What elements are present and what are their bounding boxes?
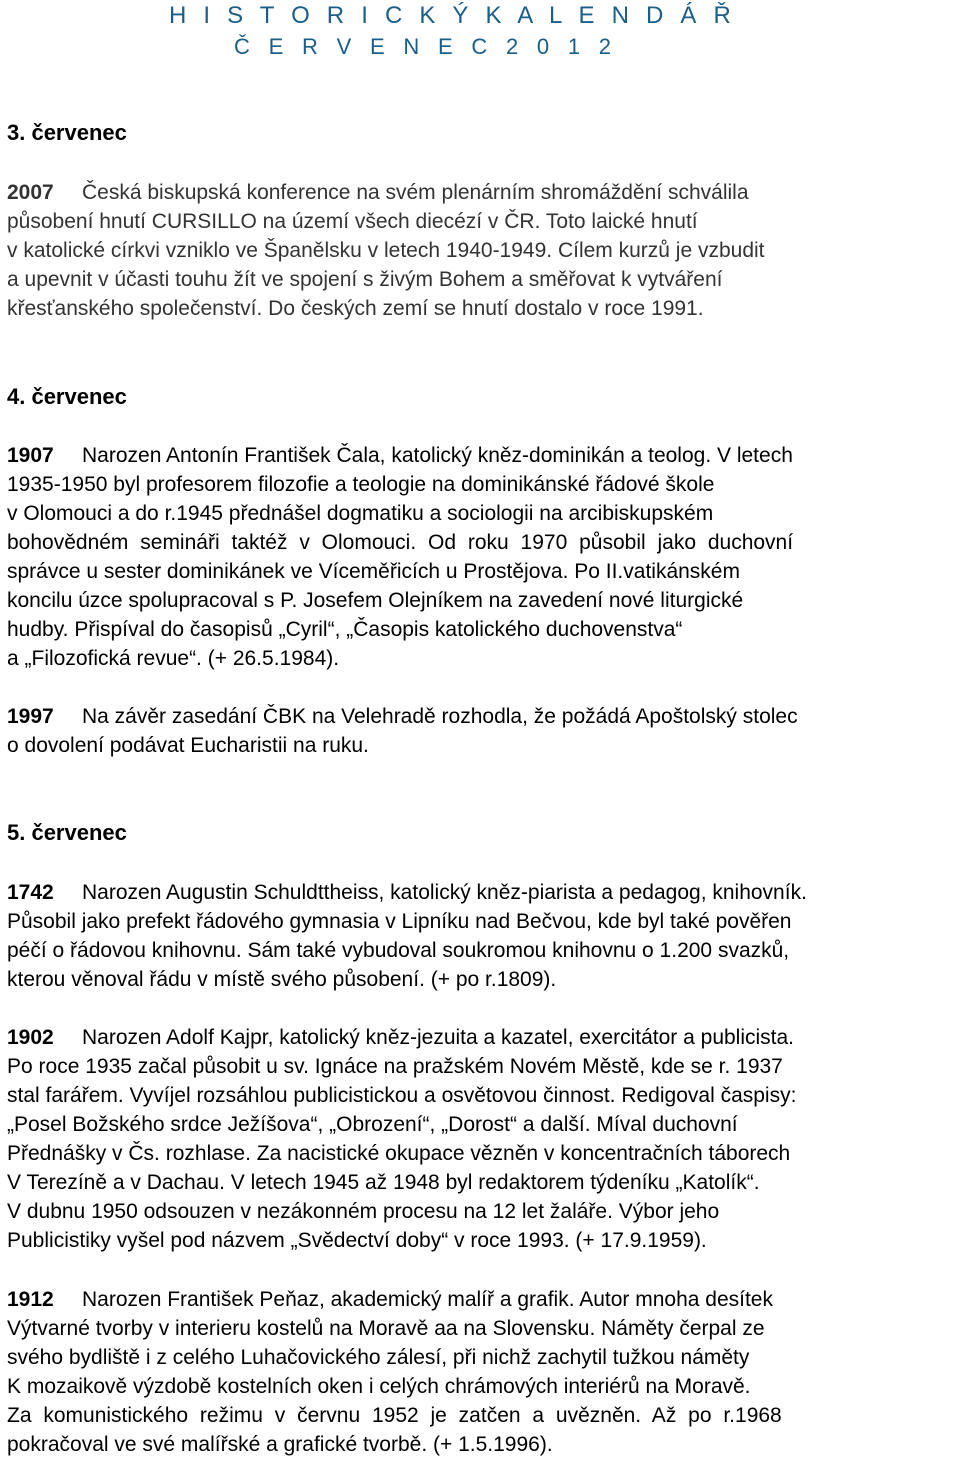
entry-line: Přednášky v Čs. rozhlase. Za nacistické okupace vězněn v koncentračních táborech	[7, 1142, 791, 1165]
entry-line: bohovědném semináři taktéž v Olomouci. Od roku 1970 působil jako duchovní	[7, 531, 794, 554]
entry-line: a upevnit v účasti touhu žít ve spojení s živým Bohem a směřovat k vytváření	[7, 268, 723, 291]
entry-text: Narozen Adolf Kajpr, katolický kněz-jezuita a kazatel, exercitátor a publicista.	[82, 1026, 795, 1049]
entry-line: péčí o řádovou knihovnu. Sám také vybudoval soukromou knihovnu o 1.200 svazků,	[7, 939, 790, 962]
entry-text: Česká biskupská konference na svém plenárním shromáždění schválila	[82, 181, 749, 204]
entry-text: Na závěr zasedání ČBK na Velehradě rozhodla, že požádá Apoštolský stolec	[82, 705, 798, 728]
entry-line: Publicistiky vyšel pod názvem „Svědectví doby“ v roce 1993. (+ 17.9.1959).	[7, 1229, 707, 1252]
entry-line: K mozaikově výzdobě kostelních oken i celých chrámových interiérů na Moravě.	[7, 1375, 751, 1398]
calendar-title: H I S T O R I C K Ý K A L E N D Á Ř	[169, 2, 737, 29]
entry-line: správce u sester dominikánek ve Víceměřicích u Prostějova. Po II.vatikánském	[7, 560, 740, 583]
day-heading: 5. červenec	[7, 820, 127, 845]
entry-year: 1997	[7, 705, 54, 728]
entry-line: svého bydliště i z celého Luhačovického zálesí, při nichž zachytil tužkou náměty	[7, 1346, 750, 1369]
entry-line: Za komunistického režimu v červnu 1952 je zatčen a uvězněn. Až po r.1968	[7, 1404, 782, 1427]
entry-line: hudby. Přispíval do časopisů „Cyril“, „Časopis katolického duchovenstva“	[7, 618, 683, 641]
entry-line	[7, 703, 798, 731]
entry-line: křesťanského společenství. Do českých zemí se hnutí dostalo v roce 1991.	[7, 297, 704, 320]
entry-line	[7, 179, 749, 207]
entry-year: 1742	[7, 881, 54, 904]
entry-line: koncilu úzce spolupracoval s P. Josefem Olejníkem na zavedení nové liturgické	[7, 589, 744, 612]
entry-line: 1935-1950 byl profesorem filozofie a teologie na dominikánské řádové škole	[7, 473, 715, 496]
entry-line	[7, 879, 807, 907]
calendar-subtitle: Č E R V E N E C 2 0 1 2	[234, 34, 618, 59]
entry-line: stal farářem. Vyvíjel rozsáhlou publicistickou a osvětovou činnost. Redigoval časpisy:	[7, 1084, 797, 1107]
entry-text: Narozen František Peňaz, akademický malíř a grafik. Autor mnoha desítek	[82, 1288, 773, 1311]
entry-line: Po roce 1935 začal působit u sv. Ignáce na pražském Novém Městě, kde se r. 1937	[7, 1055, 783, 1078]
entry-line	[7, 1024, 794, 1052]
entry-line: a „Filozofická revue“. (+ 26.5.1984).	[7, 647, 340, 670]
entry-line: v Olomouci a do r.1945 přednášel dogmatiku a sociologii na arcibiskupském	[7, 502, 714, 525]
entry-line: „Posel Božského srdce Ježíšova“, „Obrození“, „Dorost“ a další. Míval duchovní	[7, 1113, 738, 1136]
entry-line: působení hnutí CURSILLO na území všech diecézí v ČR. Toto laické hnutí	[7, 210, 698, 233]
entry-line: V dubnu 1950 odsouzen v nezákonném procesu na 12 let žaláře. Výbor jeho	[7, 1200, 720, 1223]
entry-line: pokračoval ve své malířské a grafické tvorbě. (+ 1.5.1996).	[7, 1433, 553, 1456]
entry-line	[7, 442, 793, 470]
entry-text: Narozen Augustin Schuldttheiss, katolický kněz-piarista a pedagog, knihovník.	[82, 881, 807, 904]
entry-text: Narozen Antonín František Čala, katolický kněz-dominikán a teolog. V letech	[82, 444, 793, 467]
entry-year: 2007	[7, 181, 54, 204]
entry-line: kterou věnoval řádu v místě svého působení. (+ po r.1809).	[7, 968, 557, 991]
entry-line: Výtvarné tvorby v interieru kostelů na Moravě aa na Slovensku. Náměty čerpal ze	[7, 1317, 765, 1340]
day-heading: 4. červenec	[7, 384, 127, 409]
day-heading: 3. červenec	[7, 120, 127, 145]
entry-year: 1902	[7, 1026, 54, 1049]
entry-line: Působil jako prefekt řádového gymnasia v Lipníku nad Bečvou, kde byl také pověřen	[7, 910, 792, 933]
entry-line	[7, 1286, 773, 1314]
entry-line: o dovolení podávat Eucharistii na ruku.	[7, 734, 369, 757]
entry-year: 1912	[7, 1288, 54, 1311]
entry-line: V Terezíně a v Dachau. V letech 1945 až 1948 byl redaktorem týdeníku „Katolík“.	[7, 1171, 760, 1194]
entry-year: 1907	[7, 444, 54, 467]
entry-line: v katolické církvi vzniklo ve Španělsku v letech 1940-1949. Cílem kurzů je vzbudit	[7, 239, 765, 262]
